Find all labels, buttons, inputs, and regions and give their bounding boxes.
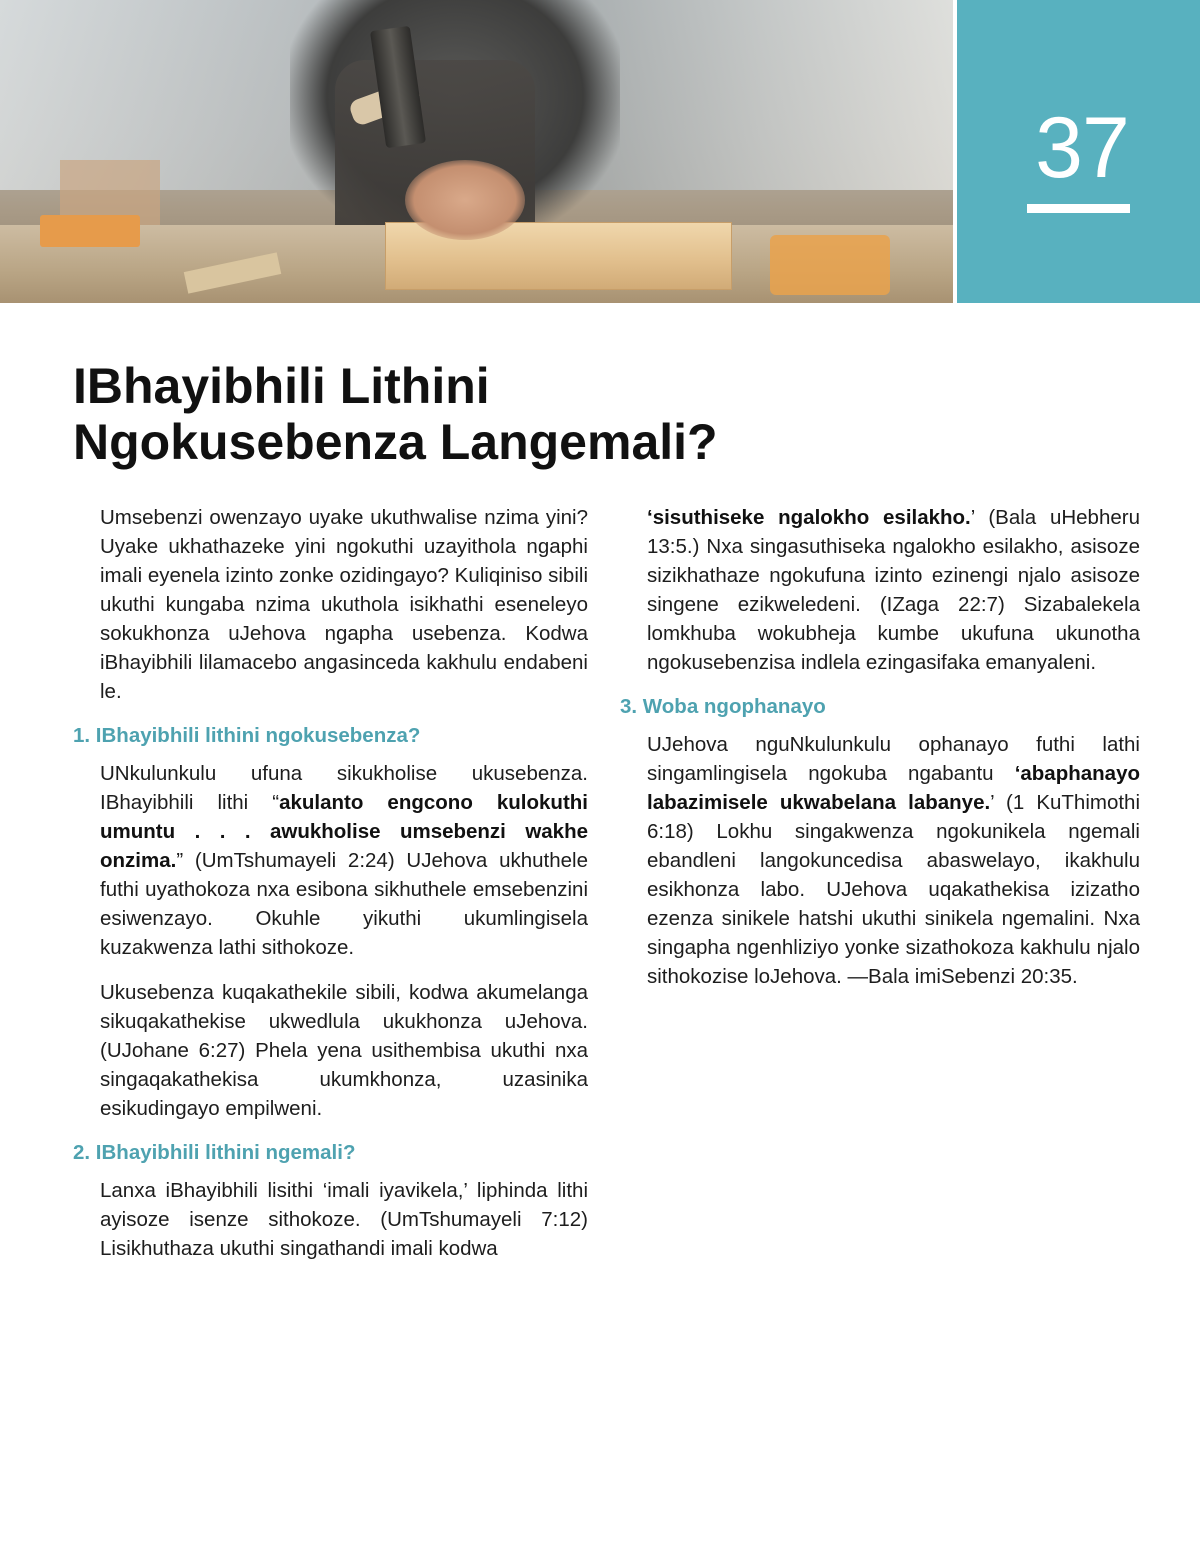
section-2-paragraph-1: Lanxa iBhayibhili lisithi ‘imali iyavikela,’ liphinda lithi ayisoze isenze sithokoze. (UmTshumayeli 7:12) Lisikhuthaza ukuthi singathandi imali kodwa	[100, 1179, 588, 1260]
section-2-p1-bold: ‘sisuthiseke ngalokho esilakho.	[647, 506, 971, 529]
page-title-line-1: IBhayibhili Lithini	[73, 358, 490, 414]
section-3-paragraph-1	[620, 730, 1140, 991]
photo-orange-tool	[770, 235, 890, 295]
section-2-heading: 2. IBhayibhili lithini ngemali?	[73, 1141, 356, 1164]
intro-paragraph: Umsebenzi owenzayo uyake ukuthwalise nzima yini? Uyake ukhathazeke yini ngokuthi uzayithola ngaphi imali eyenela izinto zonke ozidingayo? Kuliqiniso sibili ukuthi kungaba nzima ukuthola isikhathi eseneleyo sokukhonza uJehova ngapha usebenza. Kodwa iBhayibhili lilamacebo angasinceda kakhulu endabeni le.	[100, 506, 588, 703]
section-3-heading: 3. Woba ngophanayo	[620, 695, 826, 718]
photo-orange-block	[40, 215, 140, 247]
section-1-p1-text-a: UNkulunkulu ufuna sikukholise ukusebenza. IBhayibhili lithi “	[100, 762, 588, 814]
section-1-p1-bold: akulanto engcono kulokuthi umuntu . . . awukholise umsebenzi wakhe onzima.	[100, 791, 588, 872]
section-2-paragraph-1-continued	[620, 503, 1140, 677]
photo-hand	[405, 160, 525, 240]
section-3-p1-text-a: UJehova nguNkulunkulu ophanayo futhi lathi singamlingisela ngokuba ngabantu	[647, 733, 1140, 785]
section-1-heading: 1. IBhayibhili lithini ngokusebenza?	[73, 724, 421, 747]
section-3-p1-bold: ‘abaphanayo labazimisele ukwabelana labanye.	[647, 762, 1140, 814]
section-3-p1-text-b: ’ (1 KuThimothi 6:18) Lokhu singakwenza ngokunikela ngemali ebandleni langokuncedisa abaswelayo, ikakhulu esikhonza labo. UJehova uqakathekisa izizatho ezenza sinikele hatshi ukuthi sinikela ngemalini. Nxa singapha ngenhliziyo yonke sizathokoza kakhulu njalo sithokozise loJehova. —Bala imiSebenzi 20:35.	[647, 791, 1140, 988]
section-1-paragraph-1	[73, 759, 588, 962]
section-2-p1-cont-text: ’ (Bala uHebheru 13:5.) Nxa singasuthiseka ngalokho esilakho, asisoze sizikhathaze ngokufuna izinto ezinengi njalo asisoze singene ezikweledeni. (IZaga 22:7) Sizabalekela lomkhuba wokubheja kumbe ukufuna ukunotha ngokusebenzisa indlela ezingasifaka emanyaleni.	[647, 506, 1140, 674]
left-column	[73, 503, 588, 1279]
right-column	[620, 503, 1140, 1007]
page-title	[73, 358, 973, 470]
chapter-number: 37	[1035, 100, 1129, 196]
section-1-paragraph-2: Ukusebenza kuqakathekile sibili, kodwa akumelanga sikuqakathekise ukwedlula ukukhonza uJehova. (UJohane 6:27) Phela yena usithembisa ukuthi nxa singaqakathekisa ukumkhonza, uzasinika esikudingayo empilweni.	[100, 981, 588, 1120]
header-photo-carpenter	[0, 0, 953, 303]
section-1-p1-text-b: ” (UmTshumayeli 2:24) UJehova ukhuthele futhi uyathokoza nxa esibona sikhuthele emsebenzini esiwenzayo. Okuhle yikuthi ukumlingisela kuzakwenza lathi sithokoze.	[100, 849, 588, 959]
page-title-line-2: Ngokusebenza Langemali?	[73, 414, 718, 470]
chapter-underline	[1027, 204, 1130, 213]
